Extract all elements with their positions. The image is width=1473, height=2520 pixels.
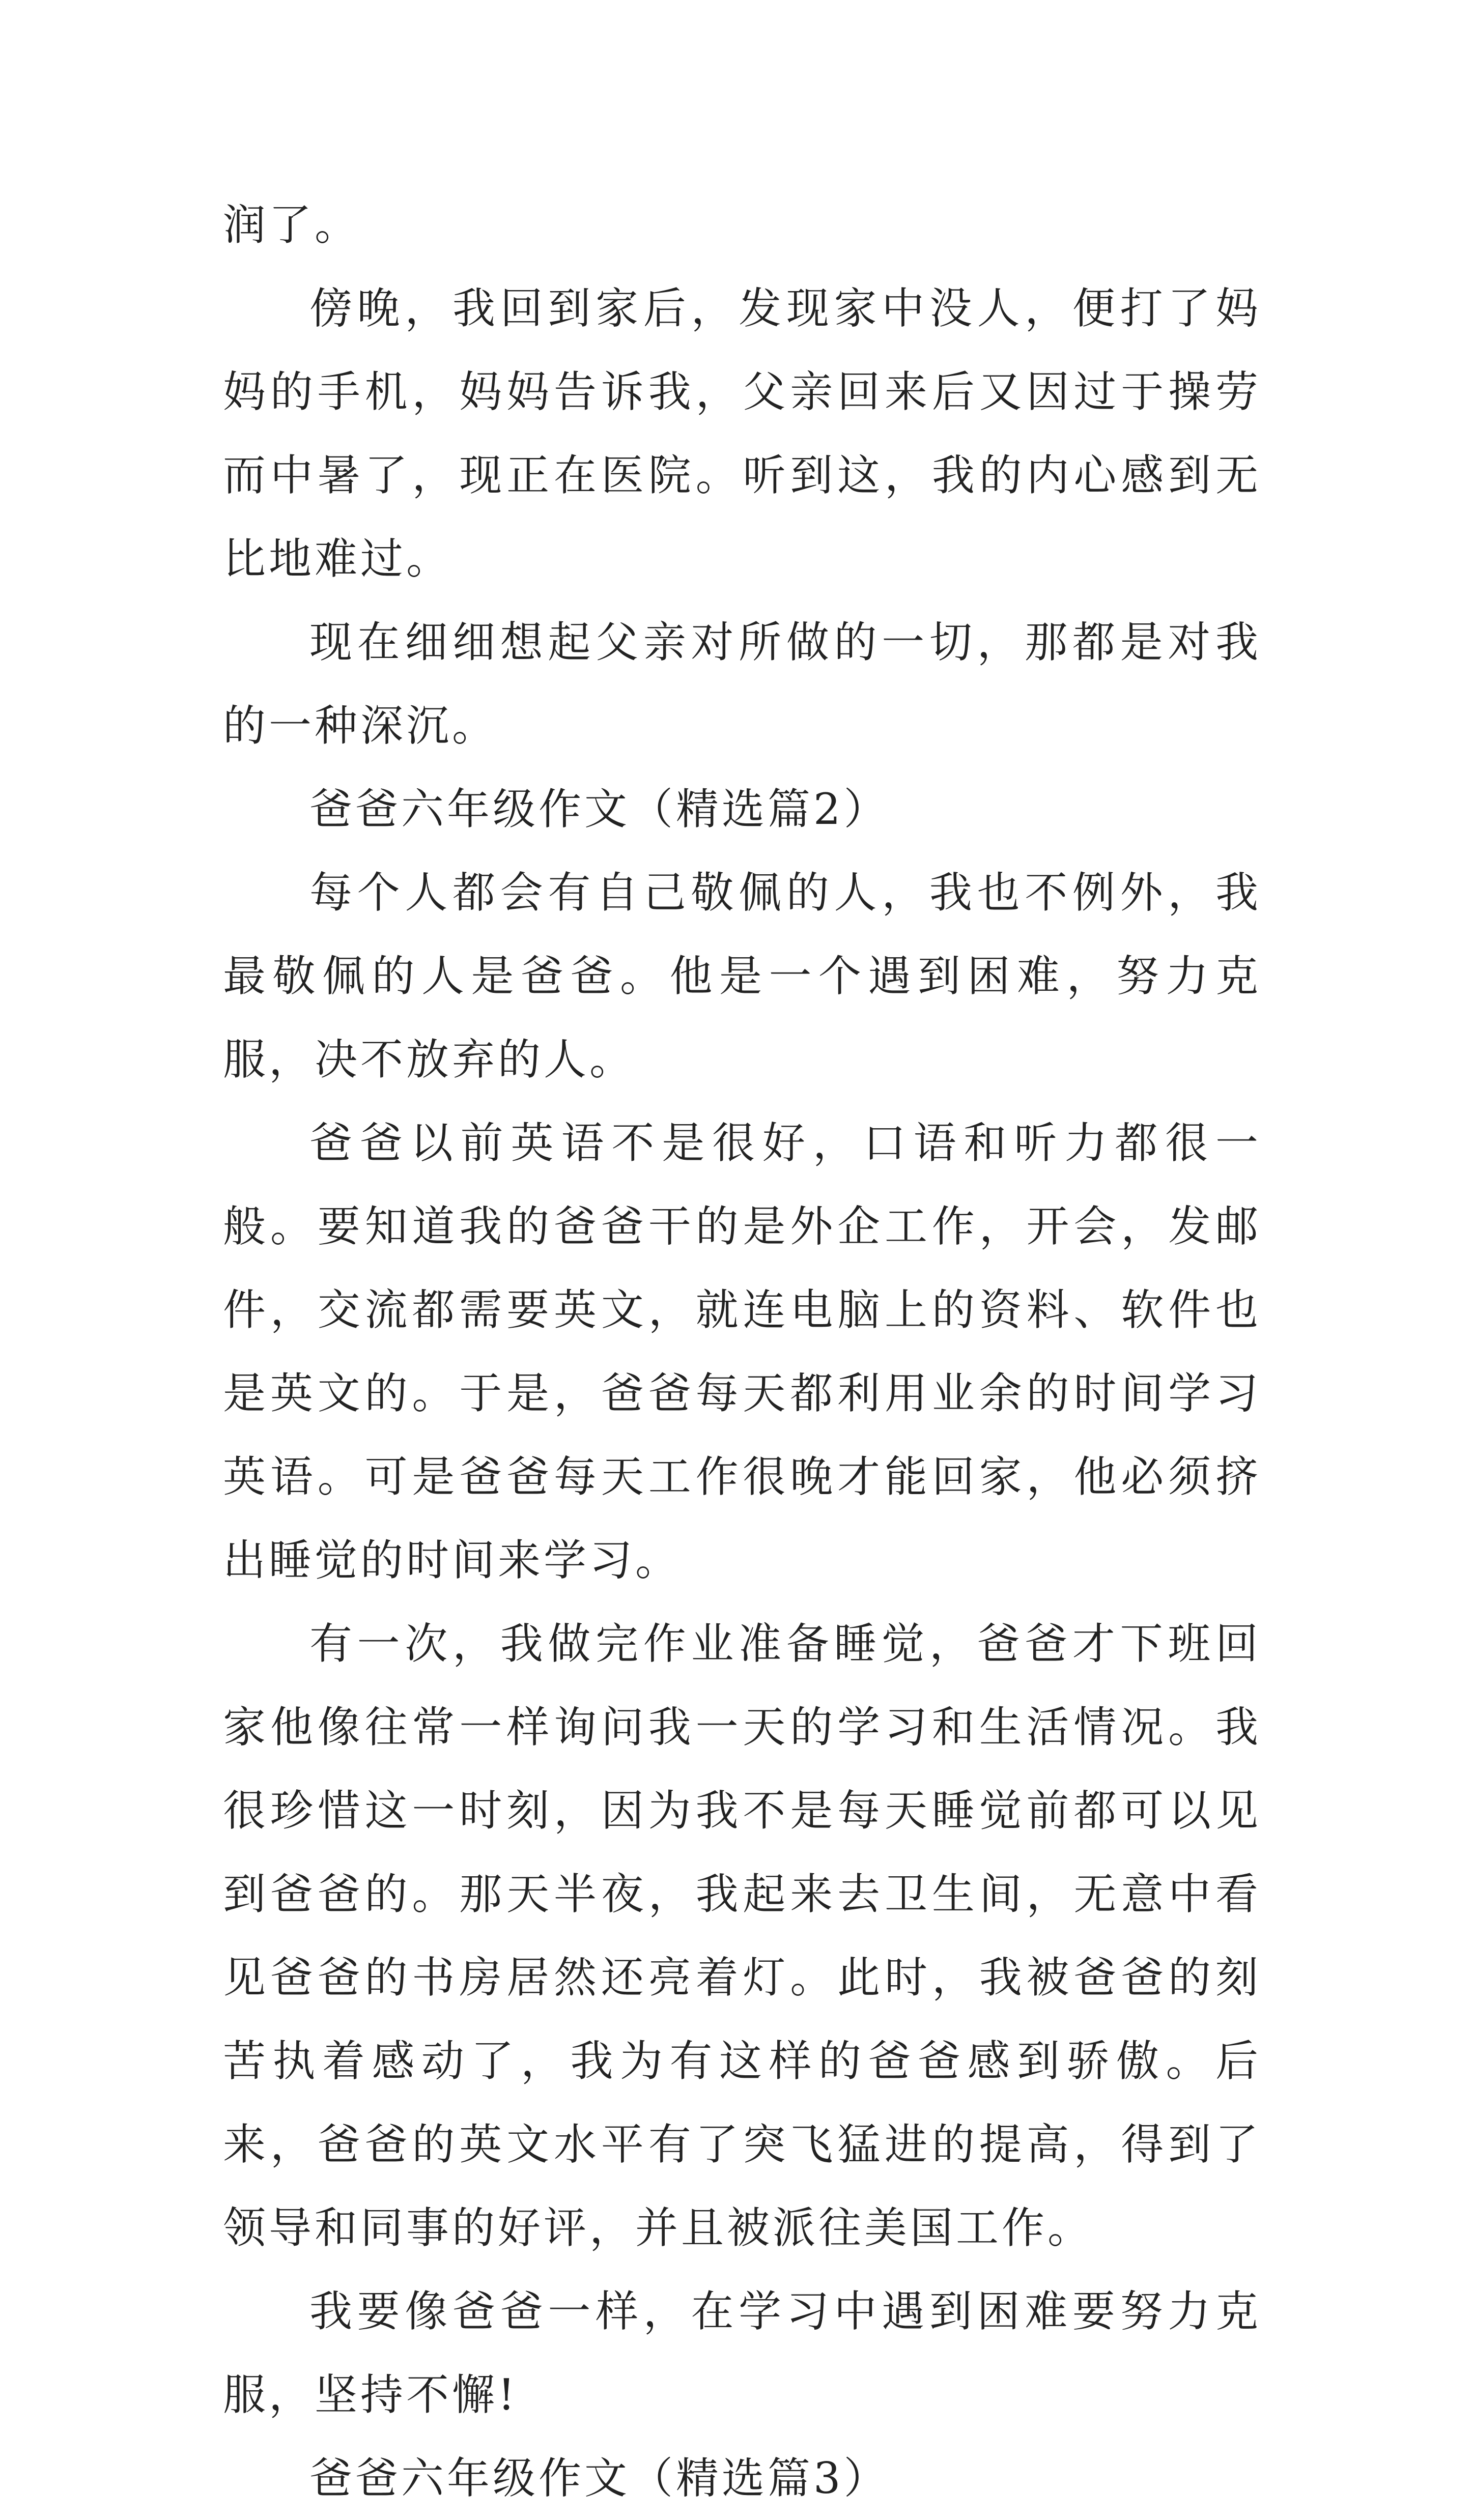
paragraph: 爸爸以前英语不是很好，口语和听力都很一般。要知道我的爸爸干的是外企工作，开会，发邮件，交流都需要英文，就连电脑上的资料、软件也是英文的。于是，爸爸每天都利用业余的时间学习英语。可是爸爸每天工作很晚才能回家，他必须挤出睡觉的时间来学习。 [223,1118,1261,1585]
paragraph: 我要像爸爸一样，在学习中遇到困难要努力克服，坚持不懈! [223,2286,1261,2420]
paragraph-continuation: 润了。 [223,200,361,250]
paragraph: 有一次，我做完作业准备睡觉，爸爸才下班回家他像往常一样询问我一天的学习和生活情况。我很珍惜这一时刻，因为我不是每天睡觉前都可以见到爸爸的。那天半夜，我起来去卫生间，无意中看见爸爸的书房居然还亮着灯。此时，我被爸爸的刻苦执着感动了，我为有这样的爸爸感到骄傲。后来，爸爸的英文水平有了突飞猛进的提高，得到了领导和同事的好评，并且被派往美国工作。 [223,1619,1261,2253]
paragraph: 傍晚，我回到家后，发现家中没人，便打了妈妈的手机，妈妈告诉我，父亲回来后又因过于操劳而中暑了，现正在医院。听到这，我的内心感到无比地难过。 [223,283,1261,584]
section-heading: 爸爸六年级作文（精选篇3） [309,2453,890,2503]
section-heading: 爸爸六年级作文（精选篇2） [309,784,890,834]
document-body [223,183,1261,2520]
paragraph: 现在细细想起父亲对所做的一切，那都是对我的一种深沉。 [223,617,1261,751]
paragraph: 每个人都会有自己敬佩的人，我也不例外，我最敬佩的人是爸爸。他是一个遇到困难，努力克服，决不放弃的人。 [223,868,1261,1084]
